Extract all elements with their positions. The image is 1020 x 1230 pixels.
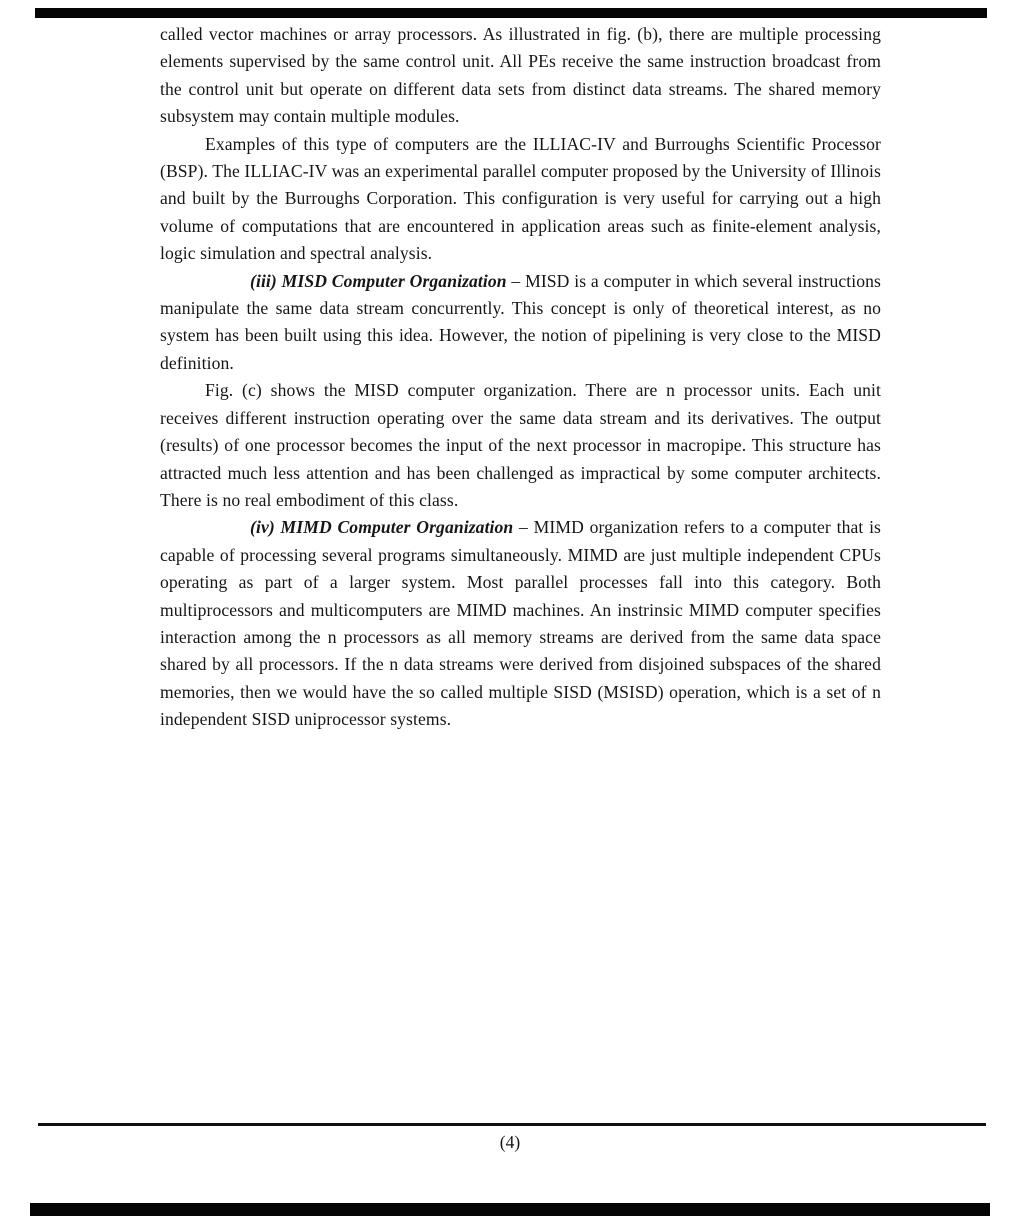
- paragraph-text: Fig. (c) shows the MISD computer organization. There are n processor units. Each unit receives different instruction operating over the same data stream and its derivatives. The output (results) of one processor becomes the input of the next processor in macropipe. This structure has attracted much less attention and has been challenged as impractical by some computer architects. There is no real embodiment of this class.: [160, 380, 881, 510]
- page-content: [160, 21, 881, 734]
- bottom-border-bar: [30, 1203, 990, 1216]
- page-number: (4): [499, 1132, 521, 1152]
- section-heading-mimd: (iv) MIMD Computer Organization: [250, 517, 514, 538]
- top-border-bar: [35, 8, 987, 18]
- paragraph-simd-continued: [160, 21, 881, 131]
- paragraph-text: Examples of this type of computers are the ILLIAC-IV and Burroughs Scientific Processor (BSP). The ILLIAC-IV was an experimental parallel computer proposed by the University of Illinois and built by the Burroughs Corporation. This configuration is very useful for carrying out a high volume of computations that are encountered in application areas such as finite-element analysis, logic simulation and spectral analysis.: [160, 133, 881, 264]
- paragraph-illiac-examples: [160, 131, 881, 268]
- paragraph-text: – MISD is a computer in which several instructions manipulate the same data stream concurrently. This concept is only of theoretical interest, as no system has been built using this idea. However, the notion of pipelining is very close to the MISD definition.: [160, 270, 882, 373]
- footer-rule: [38, 1123, 986, 1126]
- paragraph-misd-organization: [160, 268, 881, 378]
- paragraph-text: – MIMD organization refers to a computer that is capable of processing several programs simultaneously. MIMD are just multiple independent CPUs operating as part of a larger system. Most parallel processes fall into this category. Both multiprocessors and multicomputers are MIMD machines. An instrinsic MIMD computer specifies interaction among the n processors as all memory streams are derived from the same data space shared by all processors. If the n data streams were derived from disjoined subspaces of the shared memories, then we would have the so called multiple SISD (MSISD) operation, which is a set of n independent SISD uniprocessor systems.: [160, 517, 881, 730]
- paragraph-text: called vector machines or array processors. As illustrated in fig. (b), there are multiple processing elements supervised by the same control unit. All PEs receive the same instruction broadcast from the control unit but operate on different data sets from distinct data streams. The shared memory subsystem may contain multiple modules.: [160, 24, 881, 127]
- paragraph-misd-figure: [160, 377, 881, 514]
- section-heading-misd: (iii) MISD Computer Organization: [250, 270, 507, 291]
- paragraph-mimd-organization: [160, 514, 881, 733]
